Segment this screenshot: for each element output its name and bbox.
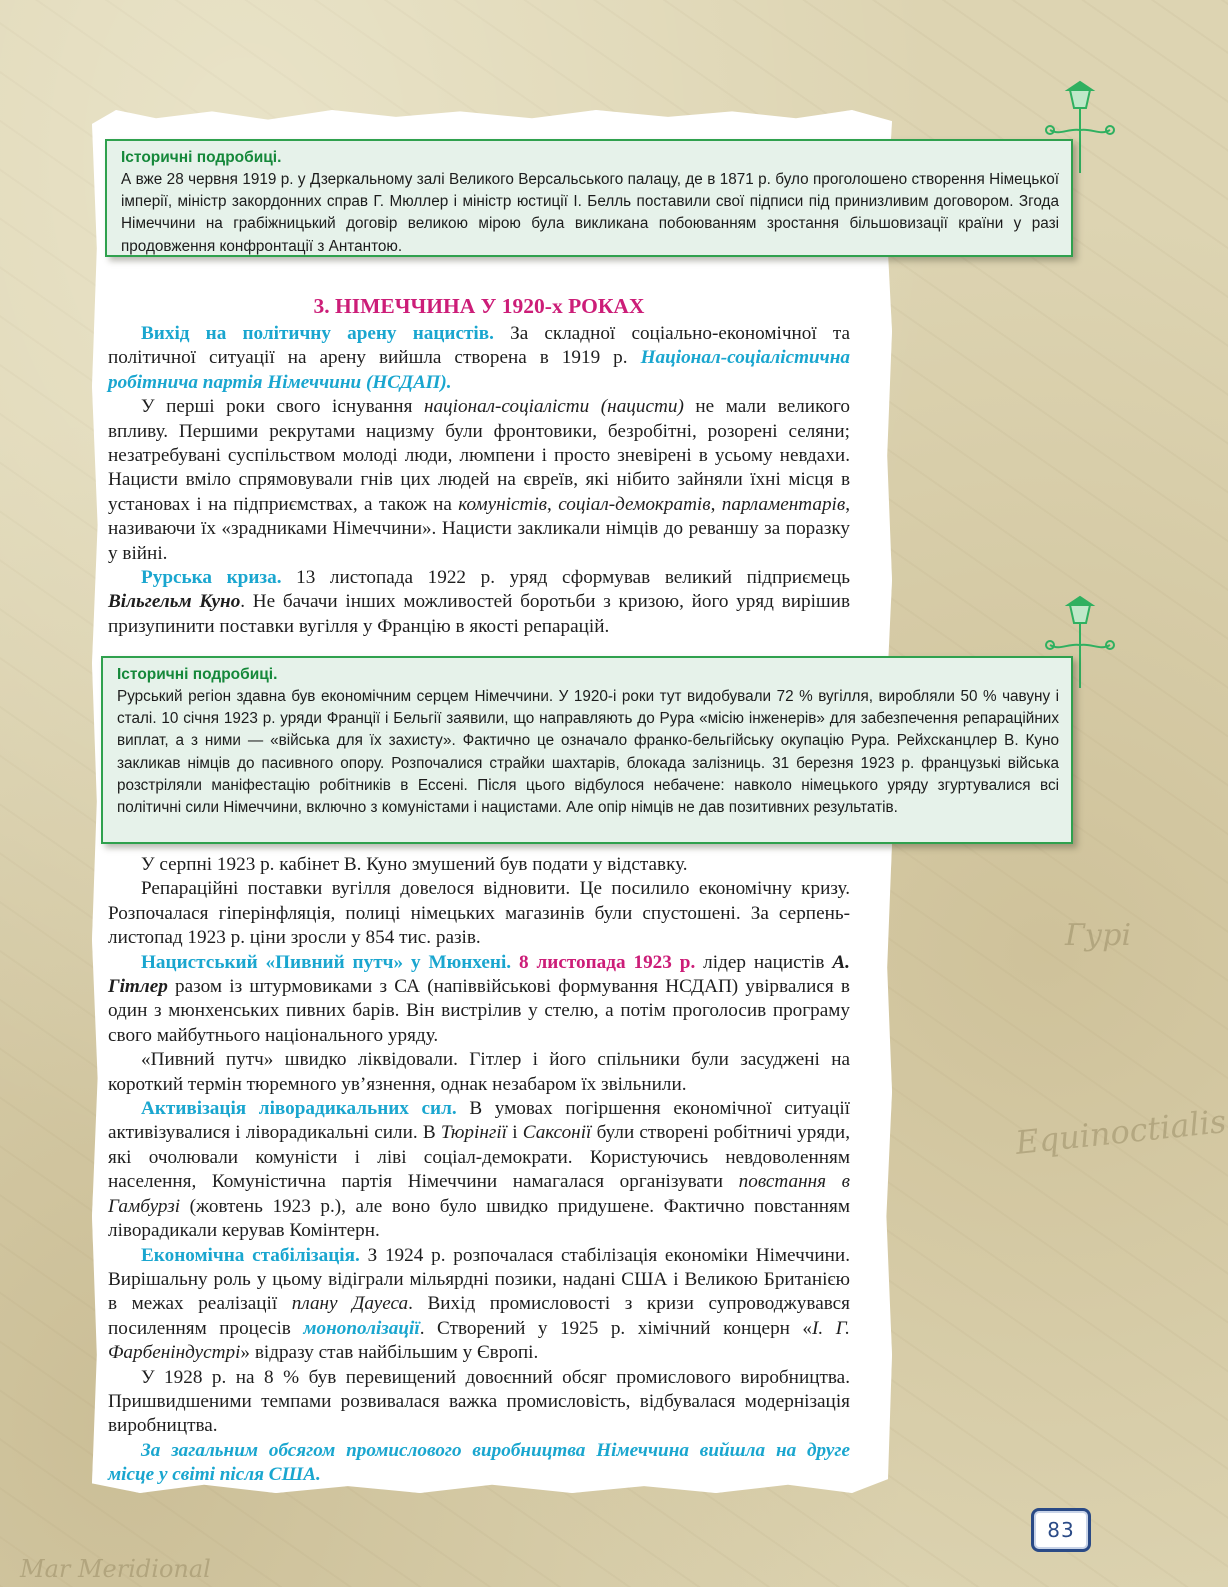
text-span: У перші роки свого існування [141, 396, 424, 418]
historical-details-box-2 [101, 656, 1073, 844]
text-span: лідер нацистів [695, 951, 833, 973]
text-span: , [710, 493, 722, 515]
paragraph: «Пивний путч» швидко ліквідовали. Гітлер і його спільники були засуджені на короткий термін тюремного ув’язнення, однак незабаром їх звільнили. [108, 1049, 850, 1095]
italic-term: соціал-демократів [558, 493, 711, 515]
paragraph [108, 1244, 850, 1366]
paragraph [108, 1097, 850, 1243]
italic-term: Саксонії [522, 1122, 592, 1144]
paragraph-lead: Нацистський «Пивний путч» у Мюнхені. [141, 951, 512, 973]
text-span: і [507, 1122, 523, 1144]
box-heading: Історичні подробиці. [117, 666, 278, 683]
map-label-3: Mar Meridional [20, 1555, 211, 1583]
map-label-2: Equinoctialis [1013, 1102, 1228, 1162]
person-name: Вільгельм Куно [108, 591, 241, 613]
text-span: , [547, 493, 559, 515]
text-span: . Не бачачи інших можливостей боротьби з кризою, його уряд вирішив призупинити поставки вугілля у Францію в якості репарацій. [108, 591, 851, 637]
paragraph-text: За складної соціально-економічної та політичної ситуації на арену вийшла створена в 1919 р. [108, 323, 850, 369]
box-text: Рурський регіон здавна був економічним серцем Німеччини. У 1920-і роки тут видобували 72 % вугілля, виробляли 50 % чавуну і сталі. 10 січня 1923 р. уряди Франції і Бельгії заявили, що направляють до Рура «місію інженерів» для забезпечення репараційних виплат, а з ними — «війська для їх захисту». Фактично це означало франко-бельгійську окупацію Рура. Рейхсканцлер В. Куно закликав німців до пасивного опору. Розпочалися страйки шахтарів, блокада залізниць. 31 березня 1923 р. французькі війська розстріляли маніфестацію робітників в Ессені. Після цього відбулося небачене: навколо німецького уряду згуртувалися всі політичні сили Німеччини, включно з комуністами і нацистами. Але опір німців не дав позитивних результатів. [117, 688, 1059, 817]
italic-term: плану Дауеса [291, 1293, 409, 1315]
italic-term: Тюрінгії [440, 1122, 508, 1144]
paragraph-lead: Активізація ліворадикальних сил. [141, 1098, 457, 1120]
text-span: . Створений у 1925 р. хімічний концерн « [419, 1317, 813, 1339]
text-span: В умовах погіршення економічної ситуації активізувалися і ліворадикальні сили. В [108, 1098, 850, 1144]
paragraph: Репараційні поставки вугілля довелося відновити. Це посилило економічну кризу. Розпочалася гіперінфляція, полиці німецьких магазинів були спустошені. За серпень-листопад 1923 р. ціни зросли у 854 тис. разів. [108, 878, 850, 949]
italic-term: націонал-соціалісти (нацисти) [423, 396, 684, 418]
paragraph [108, 566, 850, 639]
paragraph-lead: Економічна стабілізація. [141, 1244, 360, 1266]
paragraph [108, 322, 850, 395]
conclusion-text: За загальним обсягом промислового виробництва Німеччина вийшла на друге місце у світі після США. [108, 1439, 850, 1486]
text-span: 13 листопада 1922 р. уряд сформував великий підприємець [281, 567, 850, 589]
paragraph-lead: Рурська криза. [141, 567, 282, 589]
historical-details-box-1 [105, 139, 1073, 257]
map-label-1: Гурі [1065, 918, 1132, 953]
italic-term: І. Г. Фарбеніндустрі [108, 1317, 850, 1364]
text-span: (жовтень 1923 р.), але воно було швидко придушене. Фактично повстанням ліворадикали керував Комінтерн. [108, 1195, 850, 1242]
conclusion-paragraph [108, 1439, 850, 1488]
italic-term: повстання в Гамбурзі [108, 1171, 850, 1217]
text-span: З 1924 р. розпочалася стабілізація економіки Німеччини. Вирішальну роль у цьому відіграли мільярдні позики, надані США і Великою Британією в межах реалізації [108, 1244, 850, 1315]
text-span: . Вихід промисловості з кризи супроводжувався посиленням процесів [108, 1293, 851, 1339]
box-text: А вже 28 червня 1919 р. у Дзеркальному залі Великого Версальського палацу, де в 1871 р. було проголошено створення Німецької імперії, міністр закордонних справ Г. Мюллер і міністр юстиції І. Белль поставили свої підписи під принизливим договором. Згода Німеччини на грабіжницький договір великою мірою була викликана побоюванням зростання більшовизації країни у разі продовження конфронтації з Антантою. [121, 171, 1059, 255]
italic-term: парламентарів [721, 493, 846, 515]
paragraph: У 1928 р. на 8 % був перевищений довоєнний обсяг промислового виробництва. Пришвидшеними темпами розвивалася важка промисловість, відбувалася модернізація виробництва. [108, 1366, 850, 1437]
paragraph: У серпні 1923 р. кабінет В. Куно змушений був подати у відставку. [141, 854, 688, 875]
text-block-1 [108, 322, 850, 639]
page-number: 83 [1031, 1508, 1091, 1552]
person-name: А. Гітлер [108, 951, 850, 998]
italic-term: комуністів [458, 493, 548, 515]
text-block-2 [108, 853, 850, 1488]
date-highlight: 8 листопада 1923 р. [511, 951, 696, 973]
paragraph [108, 951, 850, 1049]
text-span: разом із штурмовиками з СА (напіввійськові формування НСДАП) увірвалися в один з мюнхенських пивних барів. Він вистрілив у стелю, а потім проголосив програму свого майбутнього національного уряду. [108, 976, 850, 1046]
term-highlight: Націонал-соціалістична робітнича партія Німеччини (НСДАП). [108, 347, 850, 393]
box-heading: Історичні подробиці. [121, 149, 282, 166]
paragraph-lead: Вихід на політичну арену нацистів. [141, 323, 494, 344]
text-span: » відразу став найбільшим у Європі. [240, 1342, 539, 1364]
term-highlight: монополізації [303, 1317, 420, 1339]
text-span: , називаючи їх «зрадниками Німеччини». Нацисти закликали німців до реваншу за поразку у війні. [108, 493, 851, 564]
section-title: 3. НІМЕЧЧИНА У 1920-х РОКАХ [313, 294, 645, 318]
paragraph [108, 395, 850, 566]
text-span: були створені робітничі уряди, які очолювали комуністи і ліві соціал-демократи. Користуючись невдоволенням населення, Комуністична партія Німеччини намагалася організувати [108, 1122, 850, 1193]
text-span: не мали великого впливу. Першими рекрутами нацизму були фронтовики, безробітні, розорені селяни; незатребувані суспільством молоді люди, люмпени і просто зневірені в усьому невдахи. Нацисти вміло спрямовували гнів цих людей на євреїв, які нібито зайняли їхні місця в установах і на підприємствах, а також на [108, 396, 850, 515]
